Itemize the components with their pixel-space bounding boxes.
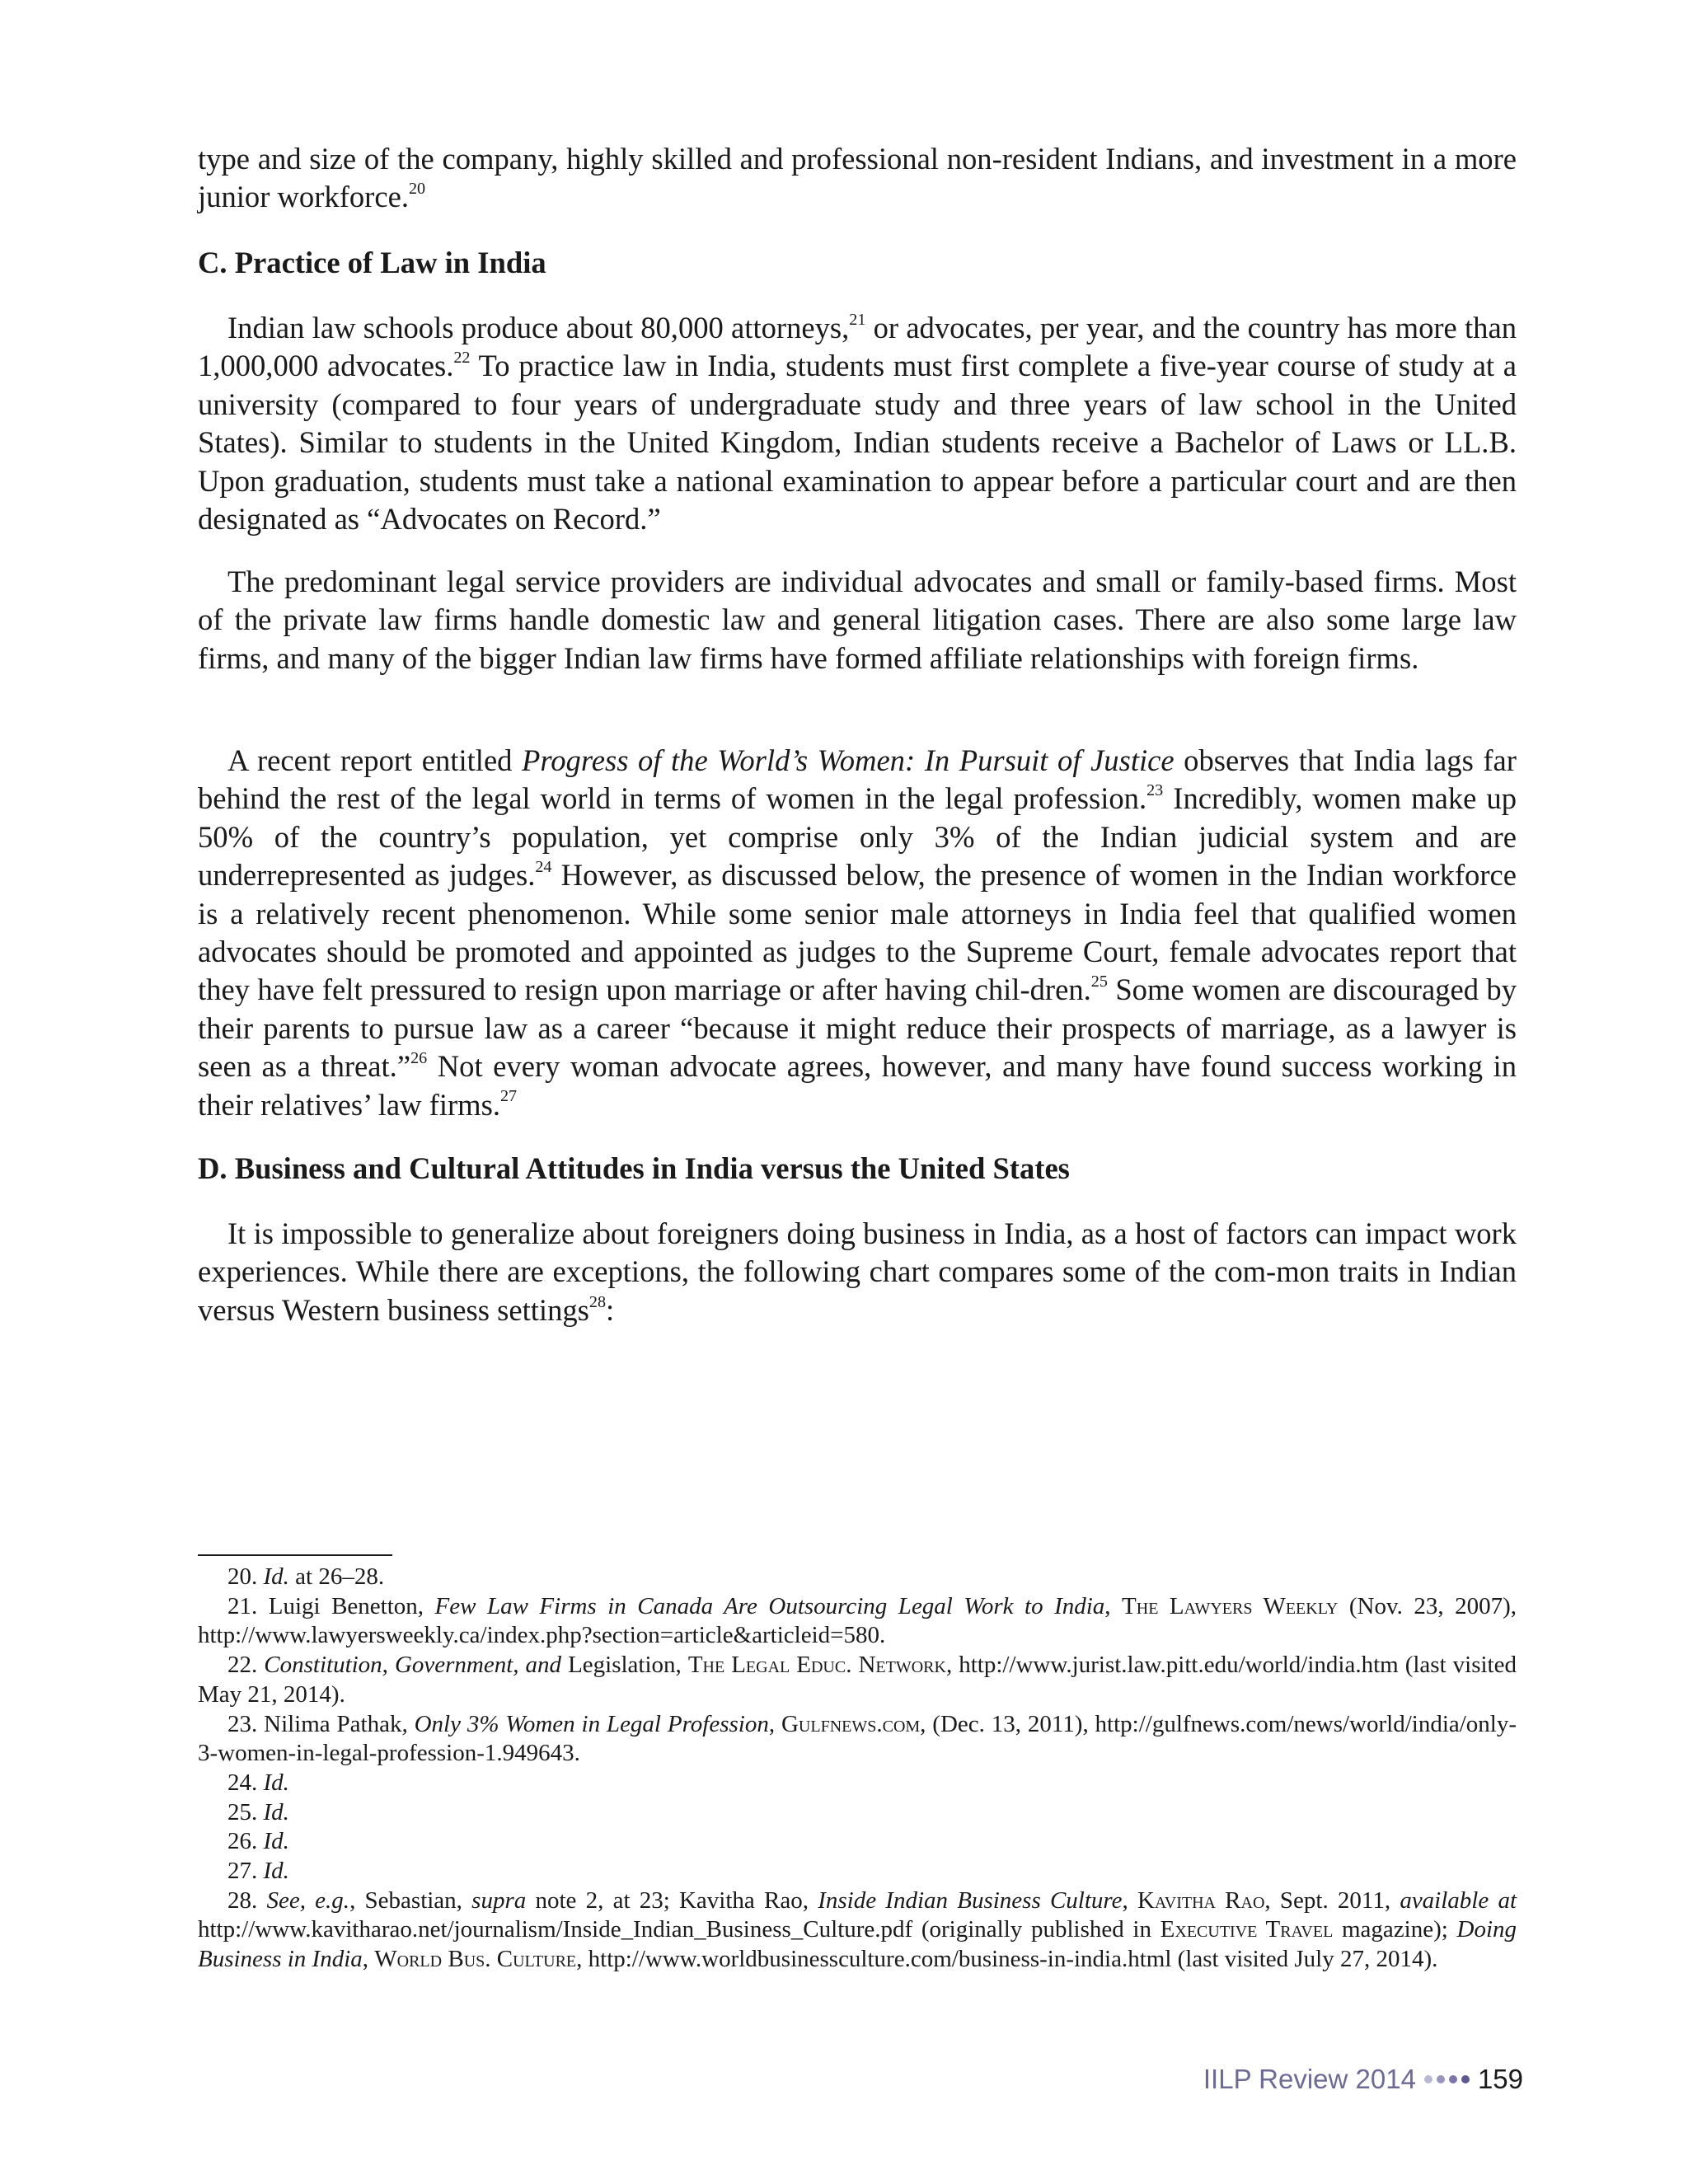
footnote-ref[interactable]: 28 (588, 1292, 607, 1311)
footnote-ref[interactable]: 21 (849, 310, 866, 329)
footnote-25: 25. Id. (227, 1798, 289, 1825)
footnote-23: 23. Nilima Pathak, Only 3% Women in Legal Profession, Gulfnews.com, (Dec. 13, 2011), http://gulfnews.com/news/world/india/only-3-women-in-legal-profession-1.949643. (198, 1710, 1517, 1767)
footnote-27: 27. Id. (227, 1858, 289, 1885)
document-page (198, 0, 1517, 2184)
footnote-21: 21. Luigi Benetton, Few Law Firms in Canada Are Outsourcing Legal Work to India, The Lawyers Weekly (Nov. 23, 2007), http://www.lawyersweekly.ca/index.php?section=article&articleid=580. (198, 1592, 1517, 1649)
footnote-22: 22. Constitution, Government, and Legislation, The Legal Educ. Network, http://www.jurist.law.pitt.edu/world/india.htm (last visited May 21, 2014). (198, 1652, 1517, 1708)
dot-icon (1437, 2075, 1445, 2083)
report-title: Progress of the World’s Women: In Pursuit of Justice (522, 743, 1175, 777)
section-heading-c: C. Practice of Law in India (198, 246, 546, 279)
footnote-ref[interactable]: 22 (453, 349, 471, 368)
section-heading-d: D. Business and Cultural Attitudes in India versus the United States (198, 1151, 1070, 1185)
paragraph-continuation: type and size of the company, highly skilled and professional non-resident Indians, and investment in a more junior workforce.$^{20}$ (198, 142, 1517, 214)
dot-icon (1449, 2075, 1457, 2083)
footnote-ref[interactable]: 27 (500, 1087, 518, 1106)
paragraph-business-attitudes: It is impossible to generalize about foreigners doing business in India, as a host of factors can impact work experiences. While there are exceptions, the following chart compares some of the com-mon traits in Indian versus Western business settings$^{28}$: (198, 1216, 1517, 1327)
footnote-ref[interactable]: 20 (408, 180, 426, 199)
footnote-ref[interactable]: 25 (1090, 972, 1108, 991)
dot-icon (1461, 2075, 1470, 2083)
decorative-dots-icon (1424, 2075, 1470, 2083)
page-footer (1203, 2059, 1523, 2100)
footnote-20: 20. Id. at 26–28. (227, 1563, 385, 1590)
paragraph-women-in-law: A recent report entitled Progress of the World’s Women: In Pursuit of Justice observes that India lags far behind the rest of the legal world in terms of women in the legal profession.$^{23}$ Incredibly, women make up 50% of the country’s population, yet comprise only 3% of the Indian judicial system and are underrepresented as judges.$^{24}$ However, as discussed below, the presence of women in the Indian workforce is a relatively recent phenomenon. While some senior male attorneys in India feel that qualified women advocates should be promoted and appointed as judges to the Supreme Court, female advocates report that they have felt pressured to resign upon marriage or after having chil-dren.$^{25}$ Some women are discouraged by their parents to pursue law as a career “because it might reduce their prospects of marriage, as a lawyer is seen as a threat.”$^{26}$ Not every woman advocate agrees, however, and many have found success working in their relatives’ law firms.$^{27}$ (198, 743, 1517, 1122)
paragraph-legal-providers: The predominant legal service providers are individual advocates and small or family-based firms. Most of the private law firms handle domestic law and general litigation cases. There are also some large law firms, and many of the bigger Indian law firms have formed affiliate relationships with foreign firms. (198, 565, 1517, 675)
footnote-ref[interactable]: 24 (535, 858, 552, 877)
page-number: 159 (1477, 2064, 1523, 2094)
dot-icon (1424, 2075, 1432, 2083)
footnote-ref[interactable]: 26 (410, 1049, 428, 1068)
footnote-ref[interactable]: 23 (1146, 781, 1164, 800)
paragraph-practice-of-law: Indian law schools produce about 80,000 attorneys,$^{21}$ or advocates, per year, and the country has more than 1,000,000 advocates.$^{22}$ To practice law in India, students must first complete a five-year course of study at a university (compared to four years of undergraduate study and three years of law school in the United States). Similar to students in the United Kingdom, Indian students receive a Bachelor of Laws or LL.B. Upon graduation, students must take a national examination to appear before a particular court and are then designated as “Advocates on Record.” (198, 310, 1517, 537)
footnote-24: 24. Id. (227, 1769, 289, 1796)
footnote-26: 26. Id. (227, 1828, 289, 1855)
journal-name: IILP Review 2014 (1203, 2064, 1416, 2094)
footnotes (198, 1563, 1517, 1975)
footnote-divider (198, 1554, 392, 1556)
footnote-28: 28. See, e.g., Sebastian, supra note 2, at 23; Kavitha Rao, Inside Indian Business Culture, Kavitha Rao, Sept. 2011, available at http://www.kavitharao.net/journalism/Inside_Indian_Business_Culture.pdf (originally published in Executive Travel magazine); Doing Business in India, World Bus. Culture, http://www.worldbusinessculture.com/business-in-india.html (last visited July 27, 2014). (198, 1886, 1517, 1973)
